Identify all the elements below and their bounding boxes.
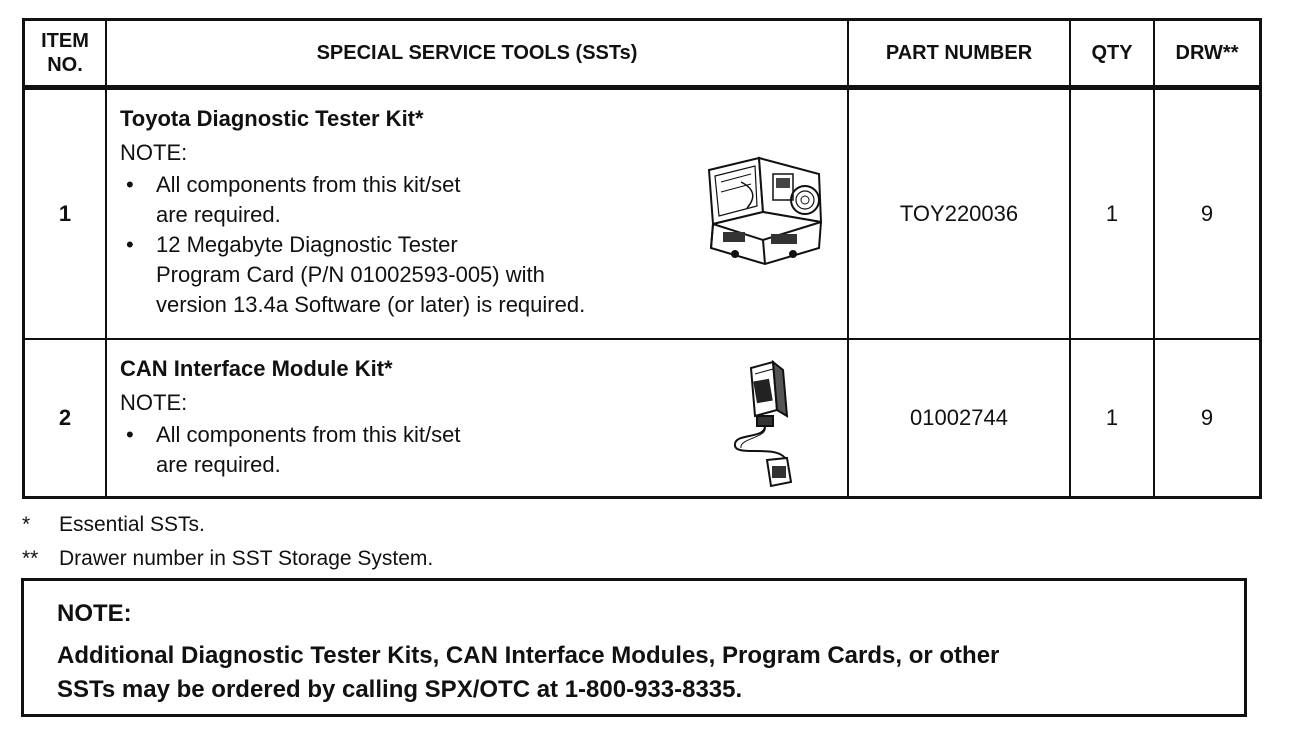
- drawer-number: 9: [1154, 88, 1261, 340]
- table-header-row: [24, 20, 1261, 88]
- note-bullet: • 12 Megabyte Diagnostic Tester Program Card (P/N 01002593-005) with version 13.4a Software (or later) is required.: [120, 230, 835, 320]
- ordering-note-box: [21, 578, 1247, 717]
- part-number: TOY220036: [848, 88, 1070, 340]
- footnote-text: Essential SSTs.: [59, 513, 205, 536]
- quantity: 1: [1070, 339, 1154, 498]
- tool-title: Toyota Diagnostic Tester Kit*: [120, 106, 424, 131]
- can-interface-module-icon: [725, 360, 811, 488]
- footnote-mark: *: [22, 513, 31, 536]
- sst-table: [22, 18, 1262, 499]
- part-number: 01002744: [848, 339, 1070, 498]
- header-drw: DRW**: [1154, 20, 1261, 88]
- note-box-text: Additional Diagnostic Tester Kits, CAN Interface Modules, Program Cards, or other SSTs may be ordered by calling SPX/OTC at 1-800-933-8335.: [57, 642, 1000, 703]
- note-label: NOTE:: [120, 390, 188, 415]
- note-box-title: NOTE:: [57, 600, 132, 627]
- footnote-mark: **: [22, 547, 39, 570]
- tool-title: CAN Interface Module Kit*: [120, 356, 393, 381]
- footnote: [22, 542, 433, 576]
- note-bullet: • All components from this kit/set are required.: [120, 420, 835, 480]
- header-part-number: PART NUMBER: [848, 20, 1070, 88]
- drawer-number: 9: [1154, 339, 1261, 498]
- footnote-text: Drawer number in SST Storage System.: [59, 547, 434, 570]
- footnotes: [22, 508, 433, 576]
- header-special-service-tools: SPECIAL SERVICE TOOLS (SSTs): [106, 20, 848, 88]
- footnote: [22, 508, 433, 542]
- tool-description: [106, 339, 848, 498]
- item-number: 1: [24, 88, 107, 340]
- quantity: 1: [1070, 88, 1154, 340]
- note-label: NOTE:: [120, 140, 188, 165]
- tool-description: [106, 88, 848, 340]
- header-qty: QTY: [1070, 20, 1154, 88]
- diagnostic-tester-case-icon: [701, 152, 827, 270]
- table-row: [24, 339, 1261, 498]
- item-number: 2: [24, 339, 107, 498]
- note-bullet: • All components from this kit/set are required.: [120, 170, 835, 230]
- header-item-no: ITEM NO.: [24, 20, 107, 88]
- table-row: [24, 88, 1261, 340]
